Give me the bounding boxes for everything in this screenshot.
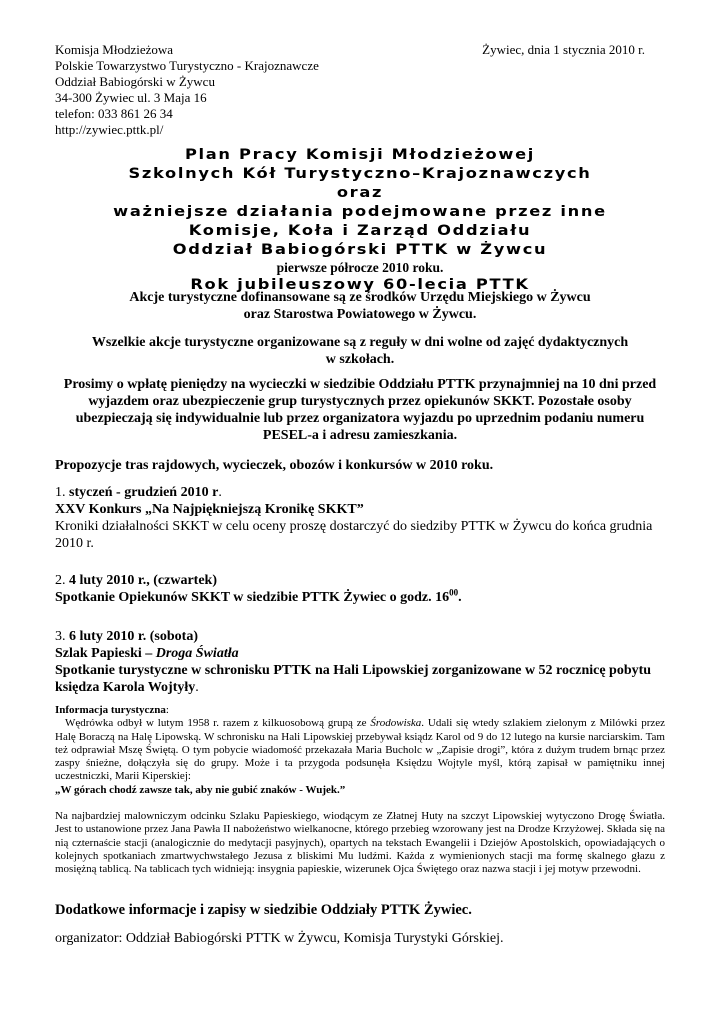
item-1-title: XXV Konkurs „Na Najpiękniejszą Kronikę SKKT”	[55, 502, 364, 517]
org-website: http://zywiec.pttk.pl/	[55, 122, 164, 137]
tourist-info-paragraph-1	[55, 717, 665, 783]
days-note	[55, 334, 665, 368]
item-1-dot: .	[218, 485, 222, 500]
more-info: Dodatkowe informacje i zapisy w siedzibie Oddziały PTTK Żywiec.	[55, 902, 472, 918]
org-address: 34-300 Żywiec ul. 3 Maja 16	[55, 90, 207, 105]
funding-note	[55, 289, 665, 323]
item-2-header	[55, 572, 665, 589]
item-1-text: Kroniki działalności SKKT w celu oceny proszę dostarczyć do siedziby PTTK w Żywcu do końca grudnia 2010 r.	[55, 519, 653, 551]
document-title	[55, 146, 665, 295]
item-2-title-text: Spotkanie Opiekunów SKKT w siedzibie PTTK Żywiec o godz. 16	[55, 590, 450, 605]
item-2-number: 2.	[55, 573, 69, 588]
tourist-info	[55, 704, 665, 877]
document-date: Żywiec, dnia 1 stycznia 2010 r.	[482, 42, 645, 57]
item-3-trail-name: Szlak Papieski –	[55, 646, 156, 661]
days-line-2: w szkołach.	[325, 352, 395, 367]
title-line-3: oraz	[336, 185, 384, 201]
item-1-header	[55, 484, 665, 501]
days-line-1: Wszelkie akcje turystyczne organizowane są z reguły w dni wolne od zajęć dydaktycznych	[91, 335, 629, 350]
tourist-info-label	[55, 704, 665, 717]
item-3-trail	[55, 645, 665, 662]
tourist-info-paragraph-2: Na najbardziej malowniczym odcinku Szlaku Papieskiego, wiodącym ze Złatnej Huty na szczyt Lipowskiej wytyczono Drogę Światła. Jest to ustanowione przez Jana Pawła II nabożeństwo wielkanocne, którego przebieg wzorowany jest na Drodze Krzyżowej. Składa się na nią czternaście stacji (analogicznie do medytacji pasyjnych), opartych na tekstach Ewangelii i Dziejów Apostolskich, opowiadających o kolejnych spotkaniach zmartwychwstałego Jezusa z bliskimi Mu ludźmi. Każda z wymienionych stacji ma formę skalnego głazu z mosiężną tablicą. Na tablicach tych widnieją: insygnia papieskie, wizerunek Ojca Świętego oraz nazwa stacji i jej motyw przewodni.	[55, 810, 665, 876]
item-3-meeting-end: .	[195, 680, 199, 695]
item-3-header	[55, 628, 665, 645]
title-jubilee: Rok jubileuszowy 60-lecia PTTK	[190, 277, 530, 293]
item-3	[55, 628, 665, 696]
proposals-heading: Propozycje tras rajdowych, wycieczek, obozów i konkursów w 2010 roku.	[55, 458, 494, 473]
title-line-2: Szkolnych Kół Turystyczno–Krajoznawczych	[128, 166, 592, 182]
info-p1-part-b: . Udali się wtedy szlakiem zielonym z Milówki przez Halę Boraczą na Halę Lipowską. W schronisku na Hali Lipowskiej przebywał ksiądz Karol od 9 do 12 lutego na kursie narciarskim. Tam też odprawiał Mszę Świętą. O tym pobycie wiadomość przekazała Maria Bucholc w „Zapisie drogi”, która z dużym trudem brnąc przez zaspy śnieżne, dołączyła się do grupy. Może i ta przygoda podsunęła Księdzu Wojtyle myśl, którą zapisał w pamiętniku innej uczestniczki, Marii Kiperskiej:	[55, 717, 665, 783]
item-1	[55, 484, 665, 552]
title-period: pierwsze półrocze 2010 roku.	[276, 260, 444, 275]
item-1-number: 1.	[55, 485, 69, 500]
org-society: Polskie Towarzystwo Turystyczno - Krajoznawcze	[55, 58, 319, 73]
organizer: organizator: Oddział Babiogórski PTTK w Żywcu, Komisja Turystyki Górskiej.	[55, 931, 504, 946]
item-1-date: styczeń - grudzień 2010 r	[69, 485, 219, 500]
org-branch: Oddział Babiogórski w Żywcu	[55, 74, 215, 89]
item-2-title	[55, 589, 665, 606]
title-line-6: Oddział Babiogórski PTTK w Żywcu	[172, 242, 548, 258]
item-2-end: .	[458, 590, 462, 605]
item-3-number: 3.	[55, 629, 69, 644]
tourist-info-colon: :	[165, 704, 169, 716]
item-3-meeting	[55, 662, 665, 696]
item-2	[55, 572, 665, 606]
item-3-meeting-text: Spotkanie turystyczne w schronisku PTTK na Hali Lipowskiej zorganizowane w 52 rocznicę pobytu księdza Karola Wojtyły	[55, 663, 652, 695]
item-2-date: 4 luty 2010 r., (czwartek)	[69, 573, 218, 588]
item-2-time-sup: 00	[449, 587, 459, 598]
payment-note: Prosimy o wpłatę pieniędzy na wycieczki w siedzibie Oddziału PTTK przynajmniej na 10 dni przed wyjazdem oraz ubezpieczenie grup turystycznych przez opiekunów SKKT. Pozostałe osoby ubezpieczają się indywidualnie lub przez organizatora wyjazdu po uprzednim podaniu numeru PESEL-a i adresu zamieszkania.	[63, 377, 657, 443]
title-line-1: Plan Pracy Komisji Młodzieżowej	[184, 147, 536, 163]
funding-line-2: oraz Starostwa Powiatowego w Żywcu.	[243, 307, 477, 322]
funding-line-1: Akcje turystyczne dofinansowane są ze środków Urzędu Miejskiego w Żywcu	[129, 290, 591, 305]
title-line-5: Komisje, Koła i Zarząd Oddziału	[188, 223, 532, 239]
info-p1-italic: Środowiska	[370, 717, 422, 730]
item-3-date: 6 luty 2010 r. (sobota)	[69, 629, 198, 644]
org-phone: telefon: 033 861 26 34	[55, 106, 173, 121]
title-line-4: ważniejsze działania podejmowane przez inne	[113, 204, 607, 220]
org-name: Komisja Młodzieżowa	[55, 42, 174, 57]
letterhead	[55, 42, 665, 138]
tourist-info-label-text: Informacja turystyczna	[55, 704, 166, 716]
info-p1-part-a: Wędrówka odbył w lutym 1958 r. razem z kilkuosobową grupą ze	[65, 717, 371, 730]
tourist-info-quote: „W górach chodź zawsze tak, aby nie gubić znaków - Wujek.”	[55, 783, 346, 796]
item-3-trail-subname: Droga Światła	[155, 646, 239, 661]
